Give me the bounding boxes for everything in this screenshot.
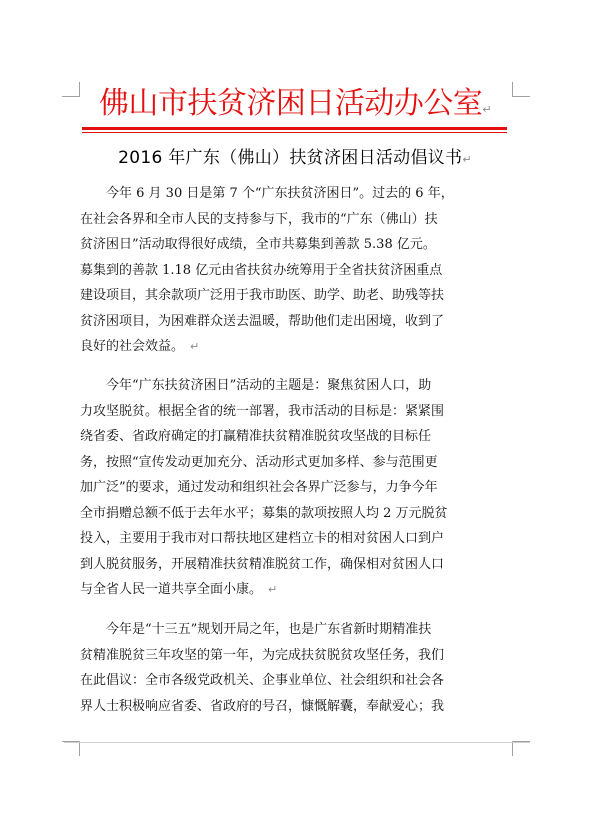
crop-mark-bottom-right bbox=[512, 741, 513, 756]
text-line: 与全省人民一道共享全面小康。 bbox=[80, 582, 263, 597]
letterhead-red-rule-thin bbox=[82, 132, 507, 133]
paragraph-mark-icon: ↵ bbox=[190, 340, 200, 353]
text-line: 加广泛”的要求，通过发动和组织社会各界广泛参与，力争今年 bbox=[80, 480, 438, 495]
text-line: 全市捐赠总额不低于去年水平；募集的款项按照人均 2 万元脱贫 bbox=[80, 505, 448, 521]
text-line: 绕省委、省政府确定的打赢精准扶贫精准脱贫攻坚战的目标任 bbox=[80, 429, 432, 444]
document-title bbox=[78, 146, 512, 172]
body-paragraph-3 bbox=[80, 617, 512, 719]
text-line: 建设项目，其余款项广泛用于我市助医、助学、助老、助残等扶 bbox=[80, 288, 445, 303]
text-line: 今年 6 月 30 日是第 7 个“广东扶贫济困日”。过去的 6 年， bbox=[80, 186, 454, 201]
paragraph-mark-icon: ↵ bbox=[482, 103, 492, 116]
letterhead-text: 佛山市扶贫济困日活动办公室 bbox=[98, 86, 483, 121]
page-bottom-margin-line bbox=[64, 742, 530, 743]
text-line: 贫济困日”活动取得很好成绩，全市共募集到善款 5.38 亿元。 bbox=[80, 237, 436, 252]
text-line: 到人脱贫服务，开展精准扶贫精准脱贫工作，确保相对贫困人口 bbox=[80, 556, 445, 572]
text-line: 力攻坚脱贫。根据全省的统一部署，我市活动的目标是：紧紧围 bbox=[80, 403, 445, 419]
document-title-text: 2016 年广东（佛山）扶贫济困日活动倡议书 bbox=[118, 148, 463, 168]
text-line: 贫济困项目，为困难群众送去温暖，帮助他们走出困境，收到了 bbox=[80, 313, 445, 329]
text-line: 在此倡议：全市各级党政机关、企事业单位、社会组织和社会各 bbox=[80, 673, 445, 688]
text-line: 界人士积极响应省委、省政府的号召，慷慨解囊，奉献爱心；我 bbox=[80, 698, 445, 714]
text-line: 投入，主要用于我市对口帮扶地区建档立卡的相对贫困人口到户 bbox=[80, 531, 445, 546]
crop-mark-top-left bbox=[62, 96, 79, 97]
text-line: 今年是“十三五”规划开局之年，也是广东省新时期精准扶 bbox=[80, 622, 432, 637]
text-line: 良好的社会效益。 bbox=[80, 339, 185, 354]
text-line: 今年“广东扶贫济困日”活动的主题是：聚焦贫困人口，助 bbox=[80, 378, 432, 393]
text-line: 募集到的善款 1.18 亿元由省扶贫办统筹用于全省扶贫济困重点 bbox=[80, 262, 443, 278]
text-line: 贫精准脱贫三年攻坚的第一年，为完成扶贫脱贫攻坚任务，我们 bbox=[80, 647, 445, 663]
paragraph-mark-icon: ↵ bbox=[462, 153, 472, 166]
text-line: 务，按照“宣传发动更加充分、活动形式更加多样、参与范围更 bbox=[80, 454, 438, 470]
crop-mark-top-right bbox=[512, 82, 513, 97]
letterhead-red-rule bbox=[82, 127, 507, 130]
paragraph-mark-icon: ↵ bbox=[268, 583, 278, 596]
body-paragraph-2 bbox=[80, 373, 512, 603]
crop-mark-top-right bbox=[512, 96, 530, 97]
letterhead-org-name bbox=[78, 84, 512, 124]
text-line: 在社会各界和全市人民的支持参与下，我市的“广东（佛山）扶 bbox=[80, 211, 438, 227]
body-paragraph-1 bbox=[80, 181, 512, 360]
crop-mark-bottom-left bbox=[79, 741, 80, 756]
